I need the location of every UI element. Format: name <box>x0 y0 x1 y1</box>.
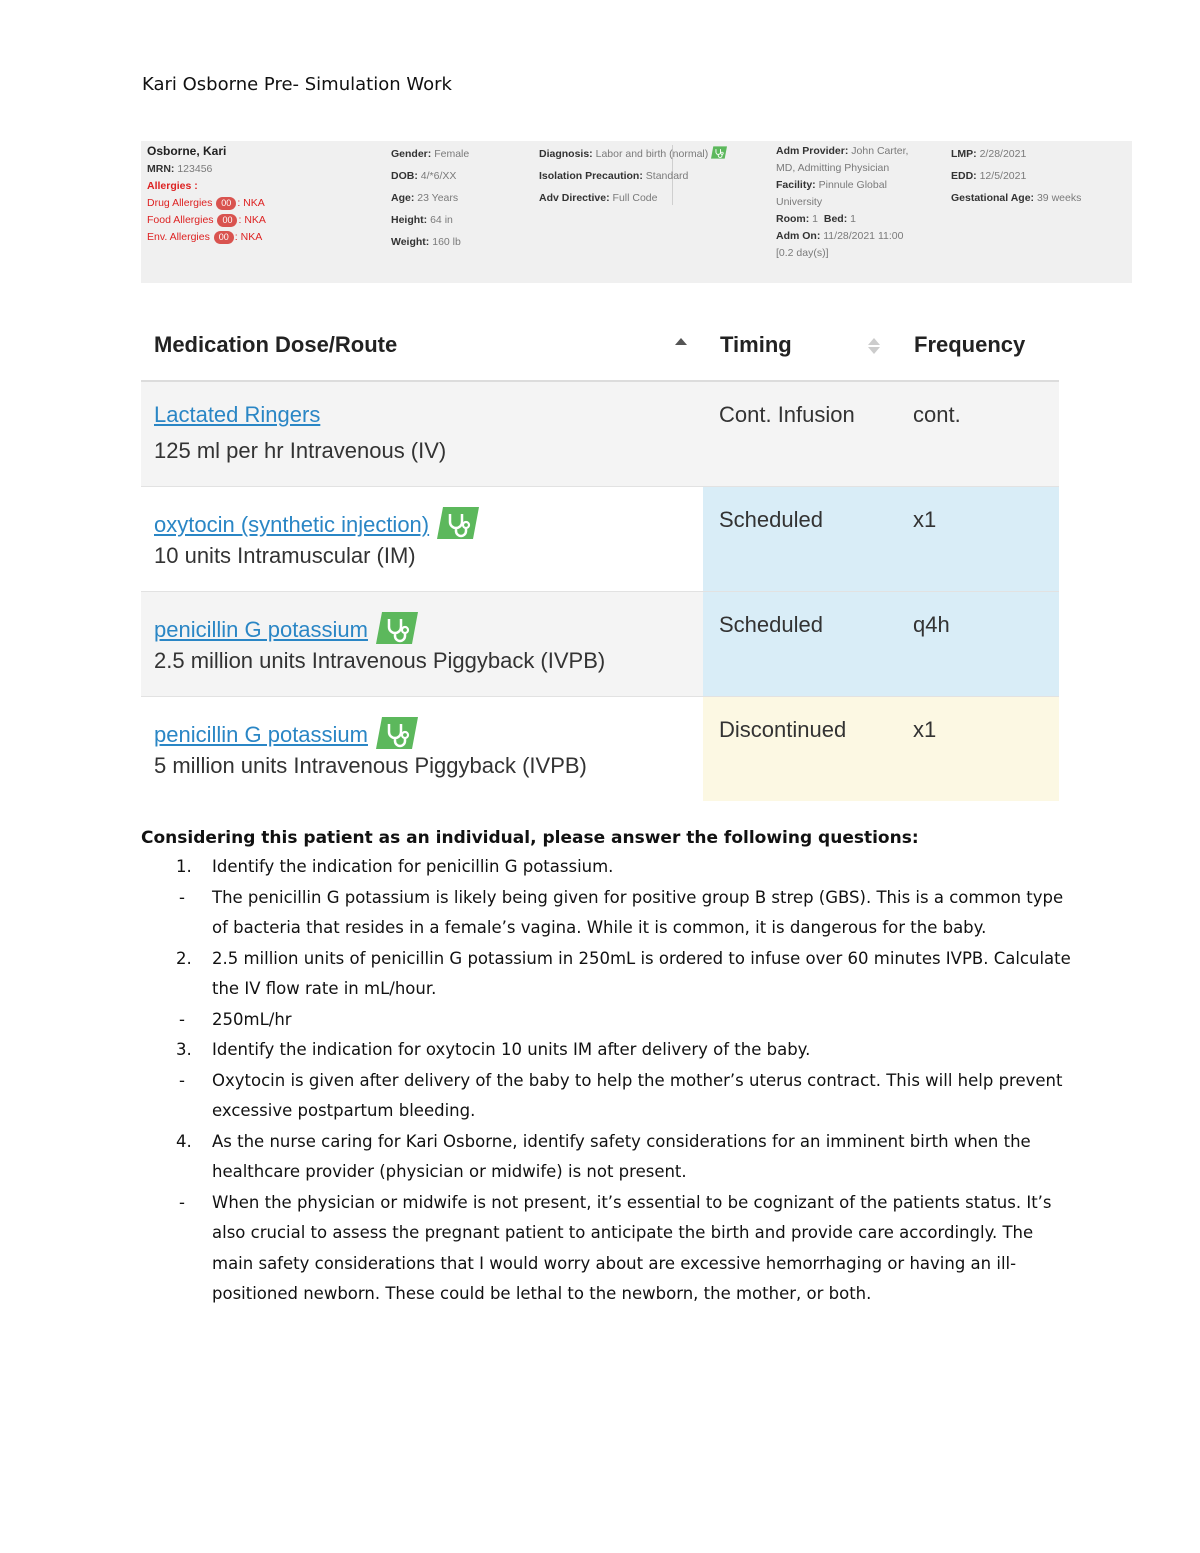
room-value: 1 <box>812 213 819 225</box>
frequency-column-header[interactable]: Frequency <box>914 332 1026 357</box>
medication-dose: 125 ml per hr Intravenous (IV) <box>154 438 447 463</box>
document-title: Kari Osborne Pre- Simulation Work <box>142 74 452 95</box>
edd-value: 12/5/2021 <box>979 170 1027 182</box>
patient-identity-column: Osborne, Kari MRN: 123456 Allergies : Drug Allergies 00 : NKA Food Allergies 00 : NKA Env. Allergies 00 : NKA <box>147 143 266 246</box>
table-row <box>141 697 1059 801</box>
stethoscope-icon[interactable] <box>376 717 418 749</box>
env-allergies[interactable]: Env. Allergies 00 : NKA <box>147 231 263 243</box>
allergy-count-badge: 00 <box>217 214 237 227</box>
adv-directive-value: Full Code <box>612 192 658 204</box>
frequency-value: cont. <box>913 402 961 427</box>
frequency-value: x1 <box>913 717 937 742</box>
timing-column-header[interactable]: Timing <box>720 332 792 357</box>
medication-link[interactable]: penicillin G potassium <box>154 617 368 642</box>
stethoscope-icon[interactable] <box>437 507 479 539</box>
patient-banner <box>141 141 1132 283</box>
patient-name[interactable]: Osborne, Kari <box>147 144 227 158</box>
gestational-age-value: 39 weeks <box>1036 192 1082 204</box>
medication-table <box>141 308 1059 801</box>
bed-value: 1 <box>850 213 856 225</box>
medication-column-header[interactable]: Medication Dose/Route <box>154 332 398 357</box>
timing-value: Scheduled <box>719 612 823 637</box>
facility-value: Pinnule Global <box>818 179 887 191</box>
answer-item: - The penicillin G potassium is likely being given for positive group B strep (GBS). This is a common type of bacteria that resides in a female’s vagina. While it is common, it is dangerous for the baby. <box>179 887 1064 937</box>
allergy-count-badge: 00 <box>216 197 236 210</box>
isolation-value: Standard <box>645 170 689 182</box>
table-row <box>141 382 1059 487</box>
provider-value: John Carter, <box>851 145 909 157</box>
frequency-value: x1 <box>913 507 937 532</box>
medication-dose: 2.5 million units Intravenous Piggyback (IVPB) <box>154 648 606 673</box>
timing-value: Cont. Infusion <box>719 402 855 427</box>
height-value: 64 in <box>430 214 453 226</box>
table-row <box>141 487 1059 592</box>
food-allergies[interactable]: Food Allergies 00 : NKA <box>147 214 266 226</box>
questions-intro: Considering this patient as an individual, please answer the following questions: <box>141 828 919 848</box>
answer-item: - When the physician or midwife is not present, it’s essential to be cognizant of the patients status. It’s also crucial to assess the pregnant patient to anticipate the birth and provide care accordingly. The main safety considerations that I would worry about are excessive hemorrhaging or having an ill-positioned newborn. These could be lethal to the newborn, the mother, or both. <box>179 1192 1052 1303</box>
age-value: 23 Years <box>417 192 459 204</box>
timing-value: Scheduled <box>719 507 823 532</box>
medication-dose: 10 units Intramuscular (IM) <box>154 543 416 568</box>
admission-column: Adm Provider: John Carter, MD, Admitting Physician Facility: Pinnule Global University Room: 1 Bed: 1 Adm On: 11/28/2021 11:00 [0.2 day(s)] <box>776 145 909 259</box>
diagnosis-value: Labor and birth (normal) <box>595 148 709 160</box>
medication-link[interactable]: penicillin G potassium <box>154 722 368 747</box>
diagnosis-column: Diagnosis: Labor and birth (normal) Isolation Precaution: Standard Adv Directive: Full Code <box>539 143 727 209</box>
patient-demographics-column: Gender: Female DOB: 4/*6/XX Age: 23 Years Height: 64 in Weight: 160 lb <box>391 148 470 248</box>
question-item: 1. Identify the indication for penicillin G potassium. <box>176 857 614 876</box>
frequency-value: q4h <box>913 612 950 637</box>
gender-value: Female <box>434 148 470 160</box>
table-header <box>141 308 1059 382</box>
question-item: 4. As the nurse caring for Kari Osborne, identify safety considerations for an imminent birth when the healthcare provider (physician or midwife) is not present. <box>176 1131 1031 1181</box>
sort-ascending-icon[interactable] <box>675 338 687 345</box>
lmp-value: 2/28/2021 <box>979 148 1027 160</box>
dob-value: 4/*6/XX <box>420 170 457 182</box>
mrn-value: 123456 <box>177 163 213 175</box>
drug-allergies[interactable]: Drug Allergies 00 : NKA <box>147 197 265 209</box>
questions-section <box>141 828 1071 1310</box>
question-item: 2. 2.5 million units of penicillin G potassium in 250mL is ordered to infuse over 60 minutes IVPB. Calculate the IV flow rate in mL/hour. <box>176 948 1071 998</box>
allergy-count-badge: 00 <box>214 231 234 244</box>
answer-item: - Oxytocin is given after delivery of the baby to help the mother’s uterus contract. This will help prevent excessive postpartum bleeding. <box>179 1070 1063 1120</box>
stethoscope-icon[interactable] <box>376 612 418 644</box>
medication-dose: 5 million units Intravenous Piggyback (IVPB) <box>154 753 587 778</box>
allergies-label: Allergies : <box>147 180 198 192</box>
answer-item: - 250mL/hr <box>179 1009 292 1029</box>
medication-link[interactable]: Lactated Ringers <box>154 402 321 427</box>
timing-value: Discontinued <box>719 717 847 742</box>
admitted-on-value: 11/28/2021 11:00 <box>823 230 904 242</box>
medication-link[interactable]: oxytocin (synthetic injection) <box>154 512 430 537</box>
weight-value: 160 lb <box>432 236 461 248</box>
pregnancy-column: LMP: 2/28/2021 EDD: 12/5/2021 Gestational Age: 39 weeks <box>951 148 1082 204</box>
stethoscope-icon[interactable] <box>711 146 727 159</box>
sort-icon[interactable] <box>868 338 880 354</box>
question-item: 3. Identify the indication for oxytocin 10 units IM after delivery of the baby. <box>176 1040 811 1059</box>
table-row <box>141 592 1059 697</box>
